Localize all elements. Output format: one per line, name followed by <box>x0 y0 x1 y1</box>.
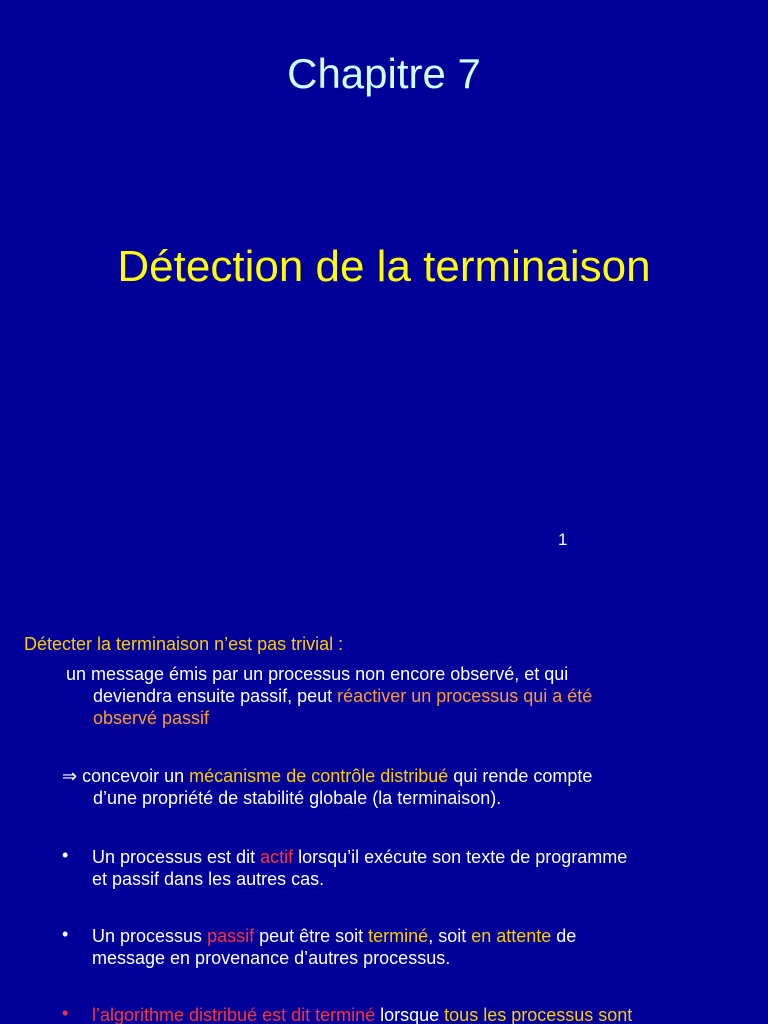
chapter-heading: Chapitre 7 <box>287 50 481 97</box>
highlight-span: mécanisme de contrôle distribué <box>189 766 449 786</box>
highlight-span: terminé <box>368 926 429 946</box>
text-span: Un processus <box>92 926 208 946</box>
text-span: et passif dans les autres cas. <box>92 869 325 889</box>
bullet-text <box>92 846 627 890</box>
text-span: d’une propriété de stabilité globale (la terminaison). <box>93 788 502 808</box>
text-span: lorsque <box>375 1005 445 1024</box>
bullet-line <box>92 925 576 947</box>
text-span: lorsqu’il exécute son texte de programme <box>293 847 628 867</box>
paragraph-line <box>62 787 592 809</box>
text-span: un message émis par un processus non encore observé, et qui <box>66 664 569 684</box>
text-span: de <box>551 926 577 946</box>
bullet-icon: • <box>62 845 69 865</box>
highlight-span: réactiver un processus qui a été <box>337 686 593 706</box>
bullet-icon: • <box>62 924 69 944</box>
highlight-span: tous les processus sont <box>444 1005 633 1024</box>
text-span: qui rende compte <box>448 766 593 786</box>
slide-title: Détection de la terminaison <box>117 242 651 291</box>
text-span: concevoir un <box>77 766 190 786</box>
text-span: peut être soit <box>254 926 369 946</box>
highlight-span: en attente <box>471 926 552 946</box>
text-span: message en provenance d’autres processus. <box>92 948 451 968</box>
page-number: 1 <box>558 530 568 549</box>
paragraph-line <box>66 685 592 707</box>
highlight-span: observé passif <box>93 708 210 728</box>
highlight-span: actif <box>260 847 294 867</box>
paragraph-line <box>66 663 592 685</box>
highlight-span: l’algorithme distribué est dit terminé <box>92 1005 376 1024</box>
implies-arrow-icon: ⇒ <box>62 766 78 786</box>
bullet-line <box>92 868 627 890</box>
text-span: deviendra ensuite passif, peut <box>93 686 338 706</box>
highlight-span: passif <box>207 926 255 946</box>
bullet-icon: • <box>62 1003 69 1023</box>
bullet-line <box>92 1004 632 1024</box>
paragraph-reactivation <box>66 663 592 729</box>
text-span: Un processus est dit <box>92 847 261 867</box>
bullet-text <box>92 1004 632 1024</box>
bullet-line <box>92 846 627 868</box>
text-span: , soit <box>428 926 472 946</box>
intro-heading: Détecter la terminaison n’est pas trivial : <box>24 634 344 654</box>
paragraph-mechanism <box>62 765 592 809</box>
paragraph-line <box>66 707 592 729</box>
paragraph-line <box>62 765 592 787</box>
bullet-line <box>92 947 576 969</box>
bullet-text <box>92 925 576 969</box>
